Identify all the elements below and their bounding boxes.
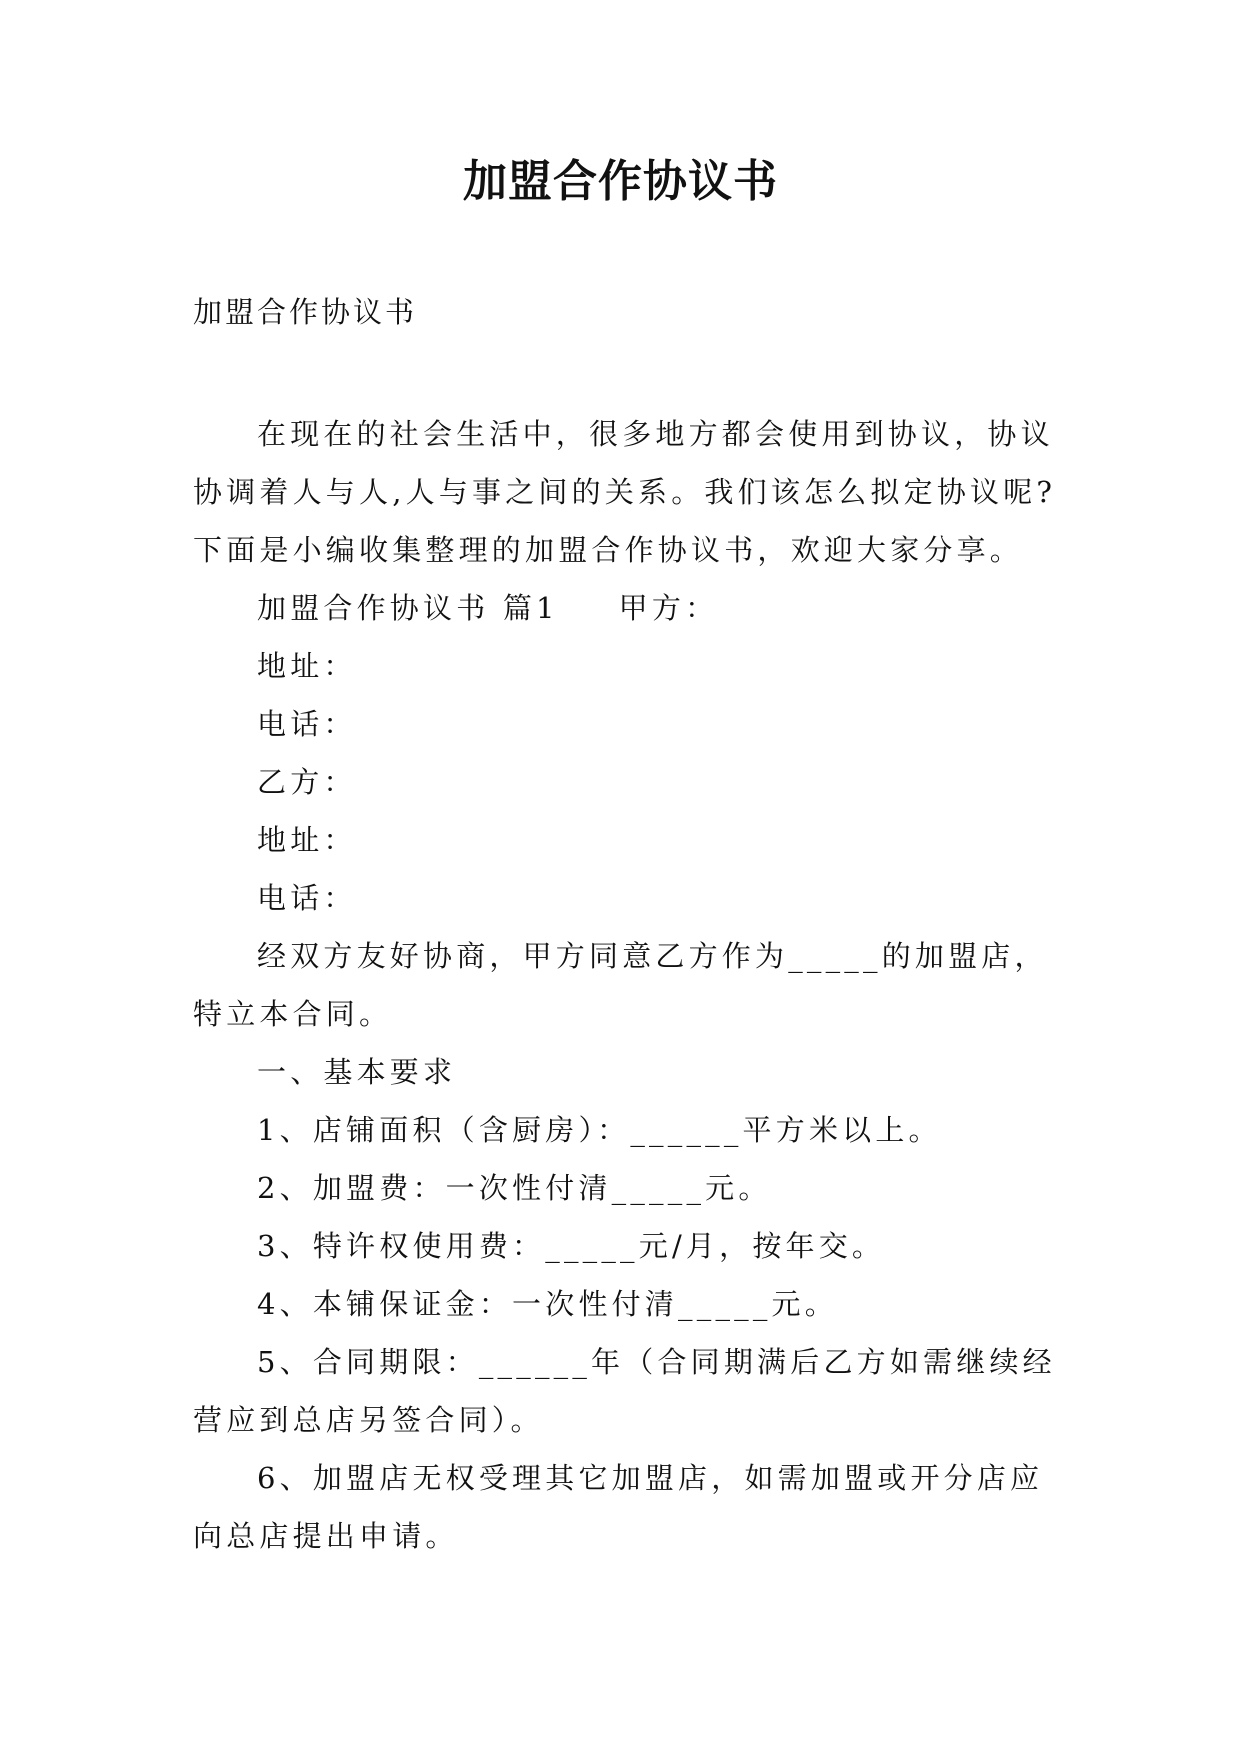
clause-item-continued: 向总店提出申请。 bbox=[193, 1519, 459, 1553]
clause-item-continued: 营应到总店另签合同）。 bbox=[193, 1403, 544, 1437]
document-subtitle: 加盟合作协议书 bbox=[193, 295, 418, 329]
paragraph-line: 在现在的社会生活中，很多地方都会使用到协议，协议 bbox=[257, 417, 1054, 451]
party-b-label: 乙方： bbox=[257, 765, 357, 799]
agreement-line: 特立本合同。 bbox=[193, 997, 393, 1031]
paragraph-line: 协调着人与人,人与事之间的关系。我们该怎么拟定协议呢? bbox=[193, 475, 1057, 509]
document-body bbox=[193, 405, 1063, 1565]
section-heading-line bbox=[193, 579, 1063, 637]
party-b-address-label: 地址： bbox=[257, 823, 357, 857]
party-a-address-label: 地址： bbox=[257, 649, 357, 683]
document-title: 加盟合作协议书 bbox=[463, 156, 778, 207]
agreement-line: 经双方友好协商，甲方同意乙方作为_____的加盟店， bbox=[257, 939, 1048, 973]
clause-item: 1、店铺面积（含厨房）：______平方米以上。 bbox=[257, 1113, 942, 1147]
party-a-label: 甲方： bbox=[618, 591, 719, 625]
clause-item: 6、加盟店无权受理其它加盟店，如需加盟或开分店应 bbox=[257, 1461, 1044, 1495]
clause-item: 4、本铺保证金：一次性付清_____元。 bbox=[257, 1287, 838, 1321]
clause-item: 5、合同期限：______年（合同期满后乙方如需继续经 bbox=[257, 1345, 1056, 1379]
party-b-phone-label: 电话： bbox=[257, 881, 357, 915]
party-a-phone-label: 电话： bbox=[257, 707, 357, 741]
clause-heading: 一、基本要求 bbox=[257, 1055, 457, 1089]
paragraph-line: 下面是小编收集整理的加盟合作协议书，欢迎大家分享。 bbox=[193, 533, 1024, 567]
section-heading: 加盟合作协议书 篇1 bbox=[257, 591, 559, 625]
clause-item: 3、特许权使用费：_____元/月，按年交。 bbox=[257, 1229, 886, 1263]
clause-item: 2、加盟费：一次性付清_____元。 bbox=[257, 1171, 772, 1205]
